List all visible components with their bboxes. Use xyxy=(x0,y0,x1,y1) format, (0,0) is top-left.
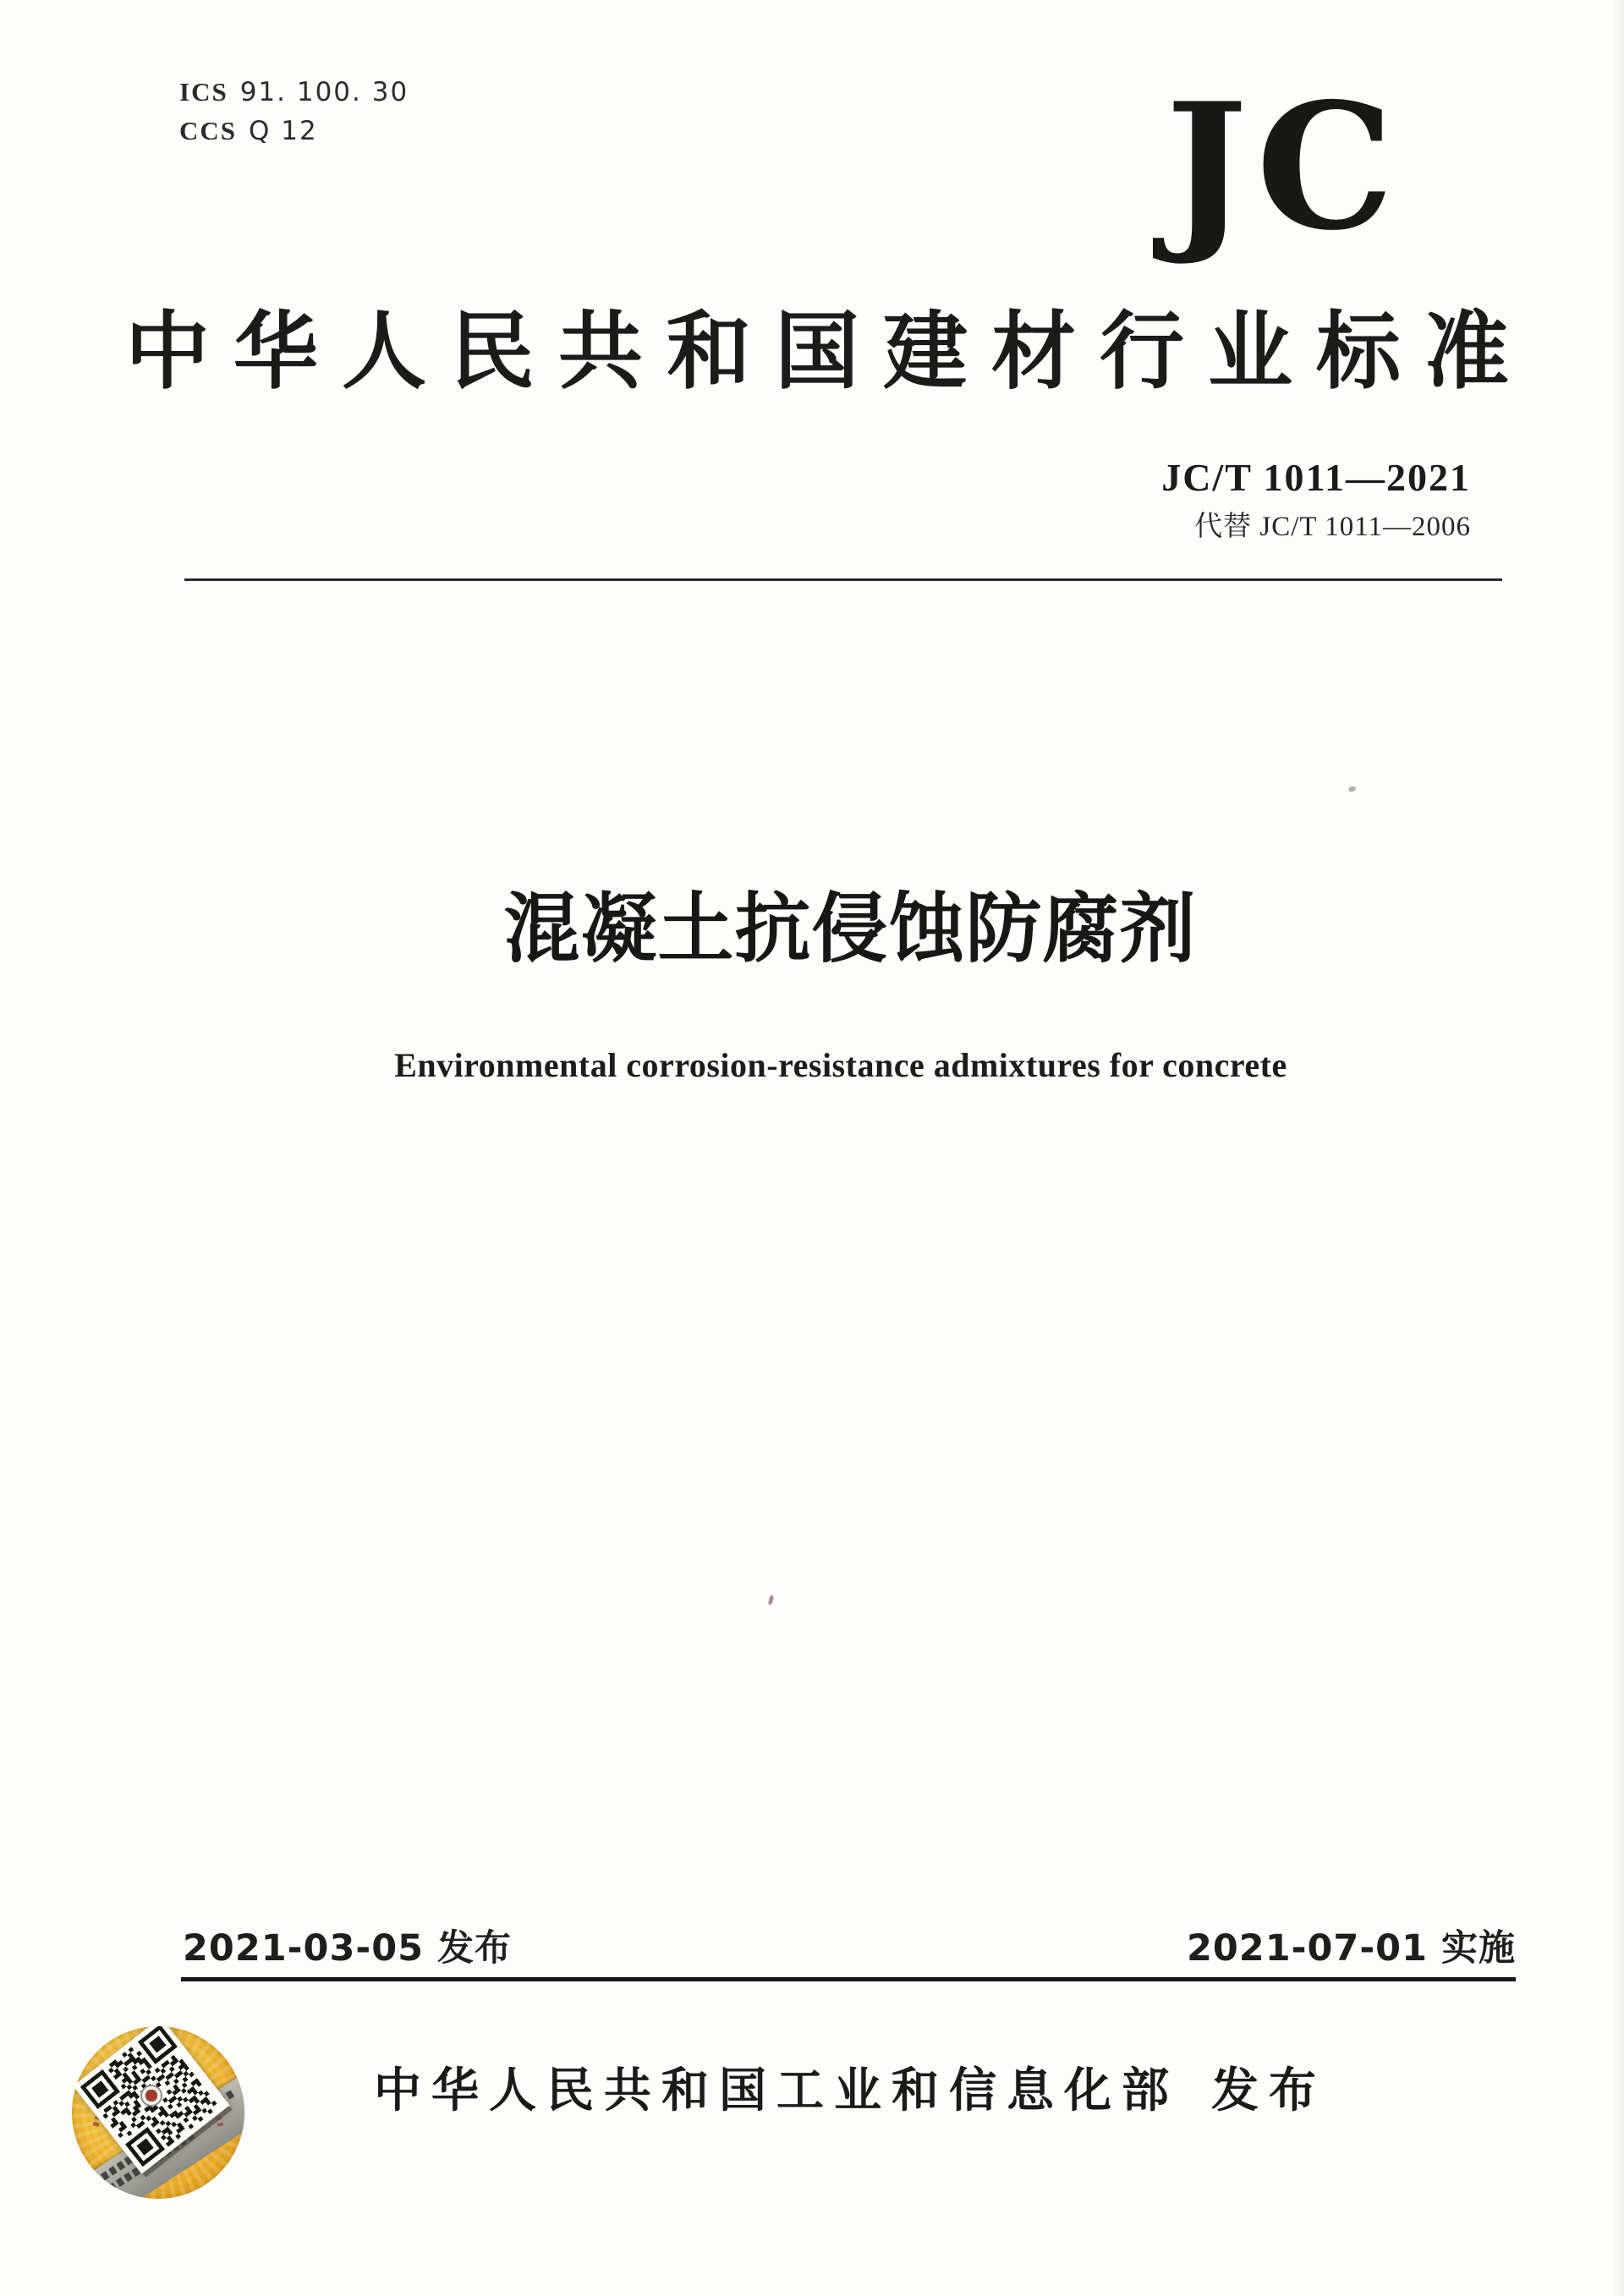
standard-number-block xyxy=(1161,457,1471,542)
superseded-standard-note: 代替 JC/T 1011—2006 xyxy=(1194,511,1471,542)
document-title-english: Environmental corrosion-resistance admixtures for concrete xyxy=(394,1046,1287,1084)
implementation-date: 2021-07-01 实施 xyxy=(1186,1927,1516,1970)
ccs-value: Q 12 xyxy=(249,116,318,146)
footer-divider-line xyxy=(181,1977,1516,1981)
standard-number: JC/T 1011—2021 xyxy=(1161,456,1471,499)
ics-code xyxy=(179,73,409,112)
ccs-code xyxy=(179,112,409,151)
publish-verb: 发布 xyxy=(1211,2065,1326,2118)
anti-counterfeit-qr-sticker xyxy=(72,2026,244,2199)
ics-label: ICS xyxy=(179,77,228,107)
issue-date: 2021-03-05 发布 xyxy=(183,1927,513,1970)
ccs-label: CCS xyxy=(179,116,238,145)
jc-logo: JC xyxy=(1166,66,1403,269)
classification-codes xyxy=(179,73,409,151)
scan-speck xyxy=(1347,786,1356,792)
header-divider-line xyxy=(184,578,1502,581)
sticker-gold-circle xyxy=(72,2026,244,2199)
scan-speck xyxy=(768,1595,774,1606)
standard-category-title: 中华人民共和国建材行业标准 xyxy=(125,305,1533,399)
date-row xyxy=(183,1920,1516,1971)
document-title-chinese: 混凝土抗侵蚀防腐剂 xyxy=(503,888,1197,972)
ics-value: 91. 100. 30 xyxy=(239,77,409,107)
publisher-line xyxy=(38,2053,1624,2121)
publisher-name: 中华人民共和国工业和信息化部 xyxy=(374,2065,1179,2118)
